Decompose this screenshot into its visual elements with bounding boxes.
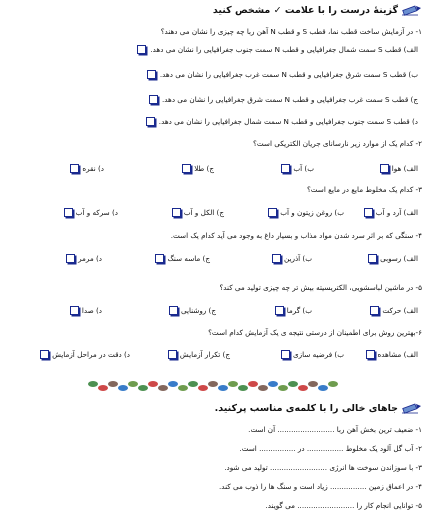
q2-option-a-label: الف) هوا: [391, 164, 418, 173]
q3-option-d[interactable]: [64, 208, 118, 217]
q4-option-c-label: ج) ماسه سنگ: [167, 254, 210, 263]
divider-leaf: [298, 385, 308, 391]
fill-item-3: ۳- با سوزاندن سوخت ها انرژی ......................... تولید می شود.: [224, 463, 422, 472]
question-2: ۲- کدام یک از موارد زیر نارسانای جریان الکتریکی است؟: [253, 139, 422, 148]
q5-option-d-label: د) صدا: [81, 306, 102, 315]
divider-leaf: [258, 385, 268, 391]
divider-leaf: [178, 385, 188, 391]
checkbox[interactable]: [281, 350, 290, 359]
checkbox[interactable]: [368, 254, 377, 263]
fill-item-4: ۴- در اعماق زمین ................ زیاد است و سنگ ها را ذوب می کند.: [219, 482, 422, 491]
q2-option-d-label: د) نقره: [82, 164, 104, 173]
divider-leaf: [128, 381, 138, 387]
q4-option-c[interactable]: [155, 254, 210, 263]
q6-option-c-label: ج) تکرار آزمایش: [179, 350, 230, 359]
q2-option-b-label: ب) آب: [293, 164, 314, 173]
question-6: ۶-بهترین روش برای اطمینان از درستی نتیجه ی یک آزمایش کدام است؟: [208, 328, 422, 337]
question-3: ۳- کدام یک مخلوط مایع در مایع است؟: [306, 185, 422, 194]
q6-option-a[interactable]: [366, 350, 419, 359]
q1-option-a[interactable]: [137, 45, 418, 54]
section1-title: [213, 5, 422, 16]
q3-option-a[interactable]: [364, 208, 418, 217]
checkbox[interactable]: [147, 70, 156, 79]
q5-option-a[interactable]: [370, 306, 418, 315]
divider-leaf: [148, 381, 158, 387]
q6-option-b-label: ب) فرضیه سازی: [293, 350, 344, 359]
q3-option-b[interactable]: [268, 208, 344, 217]
q1-option-a-label: الف) قطب S سمت شمال جغرافیایی و قطب N سمت جنوب جغرافیایی را نشان می دهد.: [150, 45, 418, 54]
q2-option-b[interactable]: [281, 164, 314, 173]
q1-option-c[interactable]: [149, 95, 418, 104]
divider-leaf: [118, 385, 128, 391]
q5-option-c[interactable]: [169, 306, 216, 315]
q6-option-d[interactable]: [40, 350, 130, 359]
section2-title: [215, 403, 422, 414]
divider-leaf: [238, 385, 248, 391]
q1-option-c-label: ج) قطب S سمت غرب جغرافیایی و قطب N سمت شرق جغرافیایی را نشان می دهد.: [161, 95, 418, 104]
checkbox[interactable]: [70, 306, 79, 315]
q5-option-a-label: الف) حرکت: [382, 306, 418, 315]
checkbox[interactable]: [64, 208, 73, 217]
q6-option-b[interactable]: [281, 350, 344, 359]
checkbox[interactable]: [366, 350, 375, 359]
question-1: ۱- در آزمایش ساخت قطب نما، قطب S و قطب N آهن ربا چه چیزی را نشان می دهند؟: [160, 27, 422, 36]
divider-leaf: [88, 381, 98, 387]
q4-option-d[interactable]: [66, 254, 102, 263]
q2-option-d[interactable]: [70, 164, 104, 173]
checkbox[interactable]: [169, 306, 178, 315]
checkbox[interactable]: [149, 95, 158, 104]
divider-leaf: [308, 381, 318, 387]
checkbox[interactable]: [268, 208, 277, 217]
divider-leaf: [188, 381, 198, 387]
divider-leaf: [98, 385, 108, 391]
q4-option-b[interactable]: [272, 254, 312, 263]
checkbox[interactable]: [370, 306, 379, 315]
section1-title-text: گزینهٔ درست را با علامت ✓ مشخص کنید: [212, 5, 398, 16]
checkbox[interactable]: [281, 164, 290, 173]
q4-option-d-label: د) مرمر: [78, 254, 102, 263]
pencil-icon: [402, 403, 422, 414]
decorative-divider: [88, 379, 338, 393]
section2-title-text: جاهای خالی را با کلمه‌ی مناسب پرکنید.: [214, 403, 398, 414]
fill-item-1: ۱- ضعیف ترین بخش آهن ربا ......................... آن است.: [248, 425, 422, 434]
checkbox[interactable]: [172, 208, 181, 217]
q3-option-c[interactable]: [172, 208, 224, 217]
q3-option-c-label: ج) الکل و آب: [183, 208, 224, 217]
fill-item-5: ۵- توانایی انجام کار را ......................... می گویند.: [265, 501, 422, 510]
question-5: ۵- در ماشین لباسشویی، الکتریسیته بیش تر چه چیزی تولید می کند؟: [219, 283, 422, 292]
divider-leaf: [248, 381, 258, 387]
checkbox[interactable]: [272, 254, 281, 263]
divider-leaf: [268, 381, 278, 387]
q5-option-c-label: ج) روشنایی: [180, 306, 216, 315]
divider-leaf: [108, 381, 118, 387]
q1-option-b[interactable]: [147, 70, 418, 79]
pencil-icon: [402, 5, 422, 16]
q2-option-c[interactable]: [182, 164, 214, 173]
q4-option-a[interactable]: [368, 254, 418, 263]
q2-option-c-label: ج) طلا: [194, 164, 214, 173]
divider-leaf: [158, 385, 168, 391]
fill-item-2: ۲- آب گل آلود یک مخلوط ................ در ................ است.: [239, 444, 422, 453]
q5-option-b[interactable]: [275, 306, 312, 315]
checkbox[interactable]: [70, 164, 79, 173]
q3-option-d-label: د) سرکه و آب: [75, 208, 118, 217]
checkbox[interactable]: [275, 306, 284, 315]
checkbox[interactable]: [168, 350, 177, 359]
q3-option-a-label: الف) آرد و آب: [375, 208, 418, 217]
divider-leaf: [278, 385, 288, 391]
checkbox[interactable]: [146, 117, 155, 126]
divider-leaf: [228, 381, 238, 387]
q6-option-d-label: د) دقت در مراحل آزمایش: [52, 350, 130, 359]
divider-leaf: [318, 385, 328, 391]
q5-option-b-label: ب) گرما: [286, 306, 312, 315]
divider-leaf: [328, 381, 338, 387]
divider-leaf: [288, 381, 298, 387]
checkbox[interactable]: [137, 45, 146, 54]
q2-option-a[interactable]: [380, 164, 418, 173]
q4-option-a-label: الف) رسوبی: [380, 254, 418, 263]
question-4: ۴- سنگی که بر اثر سرد شدن مواد مذاب و بسیار داغ به وجود می آید کدام یک است.: [170, 231, 422, 240]
checkbox[interactable]: [155, 254, 164, 263]
q4-option-b-label: ب) آذرین: [284, 254, 312, 263]
divider-leaf: [198, 385, 208, 391]
divider-leaf: [218, 385, 228, 391]
divider-leaf: [168, 381, 178, 387]
q6-option-a-label: الف) مشاهده: [377, 350, 418, 359]
q5-option-d[interactable]: [70, 306, 102, 315]
divider-leaf: [138, 385, 148, 391]
checkbox[interactable]: [66, 254, 75, 263]
checkbox[interactable]: [40, 350, 49, 359]
checkbox[interactable]: [364, 208, 373, 217]
q3-option-b-label: ب) روغن زیتون و آب: [280, 208, 344, 217]
q1-option-b-label: ب) قطب S سمت شرق جغرافیایی و قطب N سمت غرب جغرافیایی را نشان می دهد.: [159, 70, 418, 79]
divider-leaf: [208, 381, 218, 387]
q1-option-d[interactable]: [146, 117, 418, 126]
checkbox[interactable]: [182, 164, 191, 173]
checkbox[interactable]: [380, 164, 389, 173]
q6-option-c[interactable]: [168, 350, 230, 359]
q1-option-d-label: د) قطب S سمت جنوب جغرافیایی و قطب N سمت شمال جغرافیایی را نشان می دهد.: [158, 117, 418, 126]
